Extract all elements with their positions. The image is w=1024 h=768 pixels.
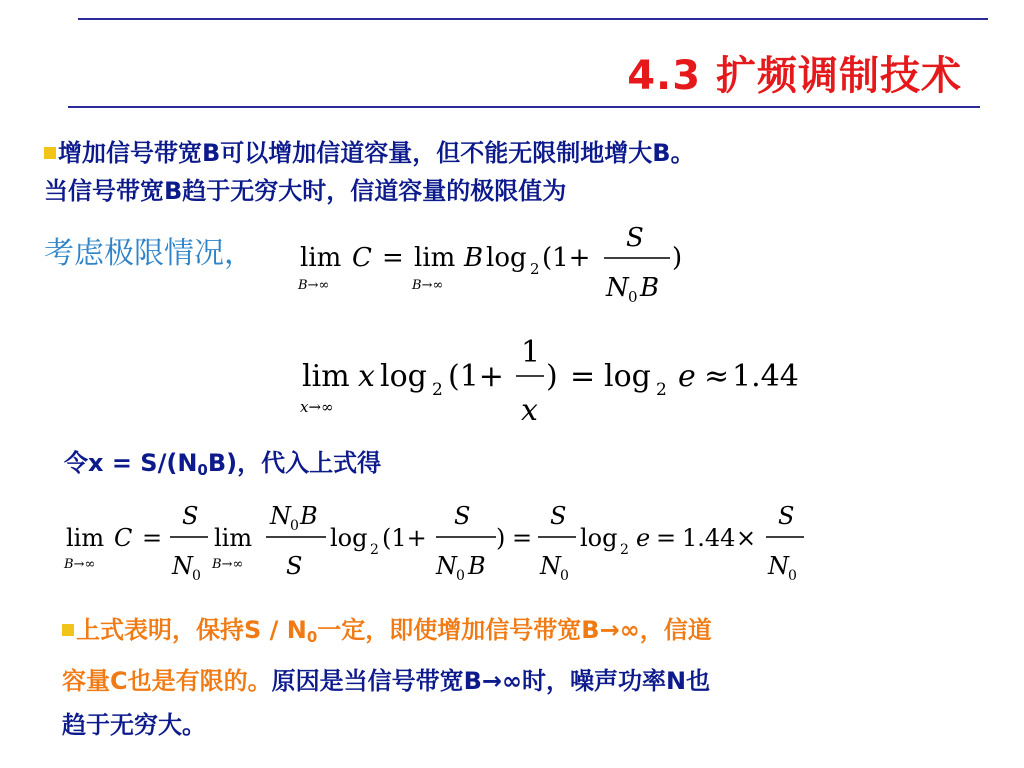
f2-x: x (358, 359, 375, 394)
conclusion-line-3: 趋于无穷大。 (62, 711, 206, 739)
intro-line-2: 当信号带宽B趋于无穷大时，信道容量的极限值为 (44, 177, 567, 205)
f2-val: 1.44 (732, 359, 799, 394)
f2-den: x (521, 393, 538, 428)
f2-base2: 2 (656, 380, 667, 400)
f2-e: e (678, 359, 696, 394)
f1-num: S (626, 223, 644, 253)
f2-log2: log (604, 359, 651, 394)
bullet-square-icon (44, 147, 56, 159)
f2-base: 2 (432, 380, 443, 400)
f3-open: (1+ (382, 524, 427, 552)
f1-den-B: B (640, 273, 660, 303)
intro-paragraph (44, 134, 695, 210)
formula-derivation (62, 498, 822, 592)
f1-close: ) (672, 243, 683, 273)
f1-den-N: N (606, 273, 629, 303)
f3-times: × (736, 524, 757, 552)
f3-fe-den-0: 0 (788, 568, 797, 584)
f3-log: log (330, 524, 368, 552)
f3-fb-num-B: B (300, 502, 318, 530)
f3-lim-sub: B→∞ (64, 557, 96, 572)
f2-approx: ≈ (704, 359, 730, 394)
f2-eq: = (570, 359, 596, 394)
intro-line-1: 增加信号带宽B可以增加信道容量，但不能无限制地增大B。 (44, 134, 695, 172)
f3-base: 2 (370, 542, 379, 558)
formula-capacity-limit (296, 222, 696, 308)
f3-log2: log (580, 524, 618, 552)
f1-lim2: lim (414, 243, 456, 273)
f1-lim-sub: B→∞ (298, 278, 330, 293)
f3-fd-den-N: N (540, 552, 561, 580)
f3-lim2: lim (214, 524, 253, 552)
f3-fc-num: S (454, 502, 471, 530)
f3-fb-num-0: 0 (290, 518, 299, 534)
f3-eq2: = (512, 524, 533, 552)
f3-e: e (636, 524, 651, 552)
f3-fd-den-0: 0 (560, 568, 569, 584)
f3-eq: = (142, 524, 163, 552)
f2-num: 1 (521, 335, 541, 370)
f2-lim: lim (302, 359, 350, 394)
consider-limit-label: 考虑极限情况， (44, 236, 254, 271)
f3-fe-den-N: N (768, 552, 789, 580)
f3-fb-den: S (286, 552, 303, 580)
f3-lim2-sub: B→∞ (212, 557, 244, 572)
f3-lim: lim (66, 524, 105, 552)
f2-log: log (380, 359, 427, 394)
top-rule (78, 18, 988, 20)
f1-lim: lim (300, 243, 342, 273)
substitution-line: 令$x = S/(N_0B)$，代入上式得 (64, 449, 382, 479)
f1-log: log (486, 243, 527, 273)
f2-open: (1+ (448, 359, 504, 394)
f3-fe-num: S (778, 502, 795, 530)
f2-close: ) (546, 359, 558, 394)
bullet-square-icon (62, 624, 74, 636)
slide-title: 4.3 扩频调制技术 (627, 53, 962, 99)
conclusion-paragraph (62, 608, 712, 747)
f1-lim2-sub: B→∞ (412, 278, 444, 293)
f1-base: 2 (530, 260, 540, 278)
f3-close: ) (496, 524, 506, 552)
conclusion-line-1: 上式表明，保持S / $N_0$一定，即使增加信号带宽B→∞，信道 (62, 608, 712, 659)
f3-base2: 2 (620, 542, 629, 558)
f3-eq3: = (656, 524, 677, 552)
f3-fd-num: S (550, 502, 567, 530)
f3-fa-den-N: N (172, 552, 193, 580)
f3-C: C (114, 524, 133, 552)
f3-fc-den-B: B (468, 552, 486, 580)
f3-fa-num: S (182, 502, 199, 530)
f2-lim-sub: x→∞ (300, 398, 334, 416)
f3-fc-den-0: 0 (456, 568, 465, 584)
f3-val: 1.44 (682, 524, 736, 552)
f1-eq: = (382, 243, 404, 273)
title-underline (68, 106, 980, 108)
formula-log-limit (300, 332, 810, 436)
f3-fa-den-0: 0 (192, 568, 201, 584)
f1-C: C (352, 243, 372, 273)
f3-fc-den-N: N (436, 552, 457, 580)
f1-den-0: 0 (628, 288, 638, 304)
conclusion-line-2: 容量C也是有限的。原因是当信号带宽B→∞时，噪声功率N也 (62, 667, 711, 695)
f1-B: B (464, 243, 484, 273)
f3-fb-num-N: N (270, 502, 291, 530)
f1-open: (1+ (542, 243, 591, 273)
